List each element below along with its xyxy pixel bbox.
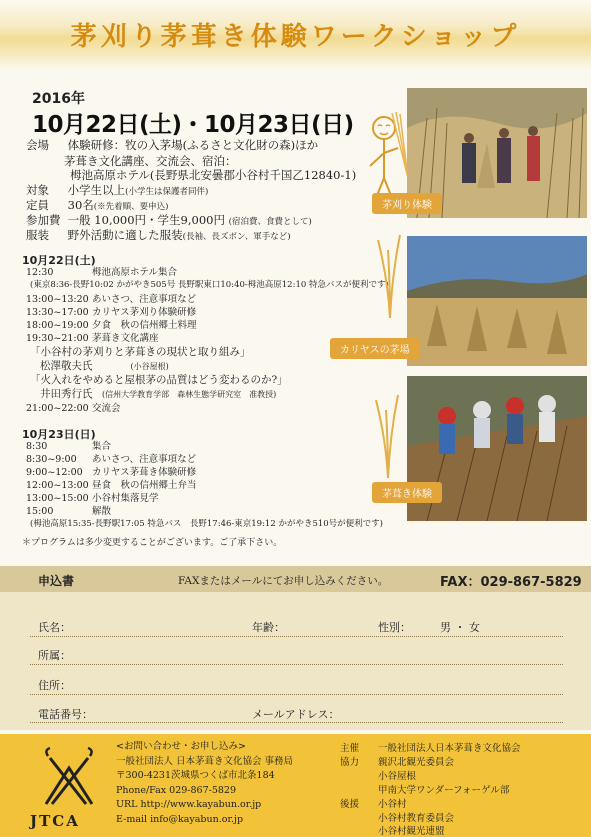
day2-time: 15:00 bbox=[26, 506, 54, 517]
org-name: 親沢北観光委員会 bbox=[378, 757, 455, 768]
speaker-1-name: 松澤敬夫氏 bbox=[40, 360, 93, 372]
jtca-logo-text: JTCA bbox=[30, 812, 80, 830]
speaker-1-note: (小谷屋根) bbox=[130, 362, 169, 371]
day2-row bbox=[26, 453, 196, 467]
venue-row bbox=[26, 137, 318, 153]
caption-karuyasu-field: カリヤスの茅場 bbox=[330, 338, 420, 359]
program-note: ＊プログラムは多少変更することがございます。ご了承下さい。 bbox=[22, 538, 283, 548]
day2-row bbox=[26, 440, 111, 454]
day1-row bbox=[26, 266, 177, 280]
org-row bbox=[340, 796, 407, 810]
capacity-value: 30名 bbox=[67, 198, 94, 212]
day1-text: カリヤス茅刈り体験研修 bbox=[92, 307, 197, 318]
gender-options[interactable]: 男 ・ 女 bbox=[440, 621, 480, 634]
speaker-2-note: (信州大学教育学部 森林生態学研究室 准教授) bbox=[102, 390, 277, 399]
venue-value-3: 栂池高原ホテル(長野県北安曇郡小谷村千国乙12840-1) bbox=[70, 168, 357, 182]
application-note: FAXまたはメールにてお申し込みください。 bbox=[178, 575, 389, 587]
page-title: 茅刈り茅葺き体験ワークショップ bbox=[70, 22, 521, 52]
target-value: 小学生以上 bbox=[67, 183, 126, 197]
fax-number: FAX：029-867-5829 bbox=[440, 575, 582, 590]
day1-text: 栂池高原ホテル集合 bbox=[92, 267, 178, 278]
org-row bbox=[340, 754, 454, 768]
event-dates: 10月22日(土)・10月23日(日) bbox=[32, 112, 354, 138]
fee-key: 参加費 bbox=[26, 213, 61, 227]
day2-row bbox=[26, 466, 196, 480]
photo-2-scene bbox=[407, 236, 587, 366]
venue-value-2: 茅葺き文化講座、交流会、宿泊： bbox=[64, 154, 237, 168]
day1-text: あいさつ、注意事項など bbox=[92, 294, 197, 305]
day1-time: 13:30~17:00 bbox=[26, 307, 89, 318]
clothes-value: 野外活動に適した服装 bbox=[67, 228, 183, 242]
day2-text: 昼食 秋の信州郷土弁当 bbox=[92, 480, 197, 491]
day2-time: 8:30 bbox=[26, 441, 48, 452]
day1-row bbox=[26, 319, 197, 333]
contact-title: <お問い合わせ・お申し込み> bbox=[116, 741, 246, 752]
day1-row bbox=[26, 402, 121, 416]
lecture-title-1: 「小谷村の茅刈りと茅葺きの現状と取り組み」 bbox=[30, 346, 251, 358]
contact-url[interactable]: URL http://www.kayabun.or.jp bbox=[116, 799, 262, 810]
phone-label: 電話番号： bbox=[38, 708, 93, 721]
name-label: 氏名： bbox=[38, 621, 71, 634]
contact-postal: 〒300-4231茨城県つくば市北条184 bbox=[116, 770, 275, 781]
contact-block bbox=[116, 740, 293, 827]
age-label: 年齢： bbox=[252, 621, 285, 634]
org-role: 協力 bbox=[340, 757, 360, 768]
speaker-1 bbox=[40, 360, 169, 374]
photo-karuyasu-field bbox=[407, 236, 587, 366]
day2-text: あいさつ、注意事項など bbox=[92, 454, 197, 465]
target-key: 対象 bbox=[26, 183, 49, 197]
affiliation-label: 所属： bbox=[38, 649, 71, 662]
clothes-note: (長袖、長ズボン、軍手など) bbox=[182, 232, 291, 242]
contact-phonefax: Phone/Fax 029-867-5829 bbox=[116, 784, 237, 796]
day2-text: 集合 bbox=[92, 441, 112, 452]
fee-value: 一般 10,000円・学生9,000円 bbox=[67, 213, 225, 227]
lecture-title-2: 「火入れをやめると屋根茅の品質はどう変わるのか?」 bbox=[30, 374, 288, 386]
affiliation-field[interactable] bbox=[30, 664, 563, 665]
day1-time: 21:00~22:00 bbox=[26, 403, 89, 414]
day2-row bbox=[26, 505, 111, 519]
day2-time: 8:30~9:00 bbox=[26, 454, 77, 465]
grass-illustration bbox=[370, 230, 410, 320]
day1-row bbox=[26, 306, 196, 320]
day2-text: 小谷村集落見学 bbox=[92, 493, 159, 504]
gender-label: 性別： bbox=[378, 621, 411, 634]
day1-row bbox=[26, 293, 196, 307]
day1-heading: 10月22日(土) bbox=[22, 254, 96, 267]
org-row bbox=[340, 740, 521, 754]
day2-time: 12:00~13:00 bbox=[26, 480, 89, 491]
contact-office: 一般社団法人 日本茅葺き文化協会 事務局 bbox=[116, 755, 294, 767]
day1-time: 13:00~13:20 bbox=[26, 294, 89, 305]
clothes-key: 服装 bbox=[26, 228, 49, 242]
caption-thatching: 茅葺き体験 bbox=[372, 482, 442, 503]
day1-time: 18:00~19:00 bbox=[26, 320, 89, 331]
address-label: 住所： bbox=[38, 679, 71, 692]
clothes-row bbox=[26, 227, 291, 243]
venue-row-3 bbox=[70, 167, 356, 183]
application-heading: 申込書 bbox=[38, 574, 75, 588]
org-name: 一般社団法人日本茅葺き文化協会 bbox=[378, 743, 521, 754]
speaker-2 bbox=[40, 388, 276, 402]
contact-email[interactable]: E-mail info@kayabun.or.jp bbox=[116, 813, 244, 825]
day1-time: 19:30~21:00 bbox=[26, 333, 89, 344]
day1-text: 茅葺き文化講座 bbox=[92, 333, 159, 344]
day2-heading: 10月23日(日) bbox=[22, 428, 96, 441]
day2-text: カリヤス茅葺き体験研修 bbox=[92, 467, 197, 478]
phone-email-field[interactable] bbox=[30, 722, 563, 723]
target-row bbox=[26, 182, 208, 198]
capacity-note: (※先着順、要申込) bbox=[93, 202, 169, 212]
day2-time: 9:00~12:00 bbox=[26, 467, 83, 478]
event-year: 2016年 bbox=[32, 91, 85, 107]
day1-time: 12:30 bbox=[26, 267, 54, 278]
org-name: 小谷村観光連盟 bbox=[378, 826, 445, 837]
day1-row bbox=[26, 332, 159, 346]
capacity-key: 定員 bbox=[26, 198, 49, 212]
caption-thatch-cutting: 茅刈り体験 bbox=[372, 193, 442, 214]
email-label: メールアドレス： bbox=[252, 708, 340, 721]
fee-row bbox=[26, 212, 312, 228]
day2-row bbox=[26, 492, 159, 506]
venue-key: 会場 bbox=[26, 138, 49, 152]
day2-row bbox=[26, 479, 197, 493]
org-role: 主催 bbox=[340, 743, 360, 754]
org-name: 小谷村教育委員会 bbox=[378, 813, 455, 824]
fee-note: (宿泊費、食費として) bbox=[228, 217, 312, 227]
org-name: 小谷村 bbox=[378, 799, 407, 810]
target-note: (小学生は保護者同伴) bbox=[125, 187, 209, 197]
day1-access-note: (東京8:36-長野10:02 かがやき505号 長野駅東口10:40-栂池高原12:10 特急バスが便利です) bbox=[30, 280, 389, 290]
capacity-row bbox=[26, 197, 168, 213]
day2-time: 13:00~15:00 bbox=[26, 493, 89, 504]
venue-value-1: 体験研修：牧の入茅場(ふるさと文化財の森)ほか bbox=[67, 138, 319, 152]
day2-return-note: (栂池高原15:35-長野駅17:05 特急バス 長野17:46-東京19:12 かがやき510号が便利です) bbox=[30, 519, 383, 529]
grass-illustration-2 bbox=[368, 390, 408, 480]
day1-text: 交流会 bbox=[92, 403, 121, 414]
address-field[interactable] bbox=[30, 694, 563, 695]
org-role: 後援 bbox=[340, 799, 360, 810]
speaker-2-name: 井田秀行氏 bbox=[40, 388, 93, 400]
day2-text: 解散 bbox=[92, 506, 112, 517]
day1-text: 夕食 秋の信州郷土料理 bbox=[92, 320, 197, 331]
name-field[interactable] bbox=[30, 636, 563, 637]
org-name: 甲南大学ワンダーフォーゲル部 bbox=[378, 785, 510, 796]
org-name: 小谷屋根 bbox=[378, 771, 417, 782]
